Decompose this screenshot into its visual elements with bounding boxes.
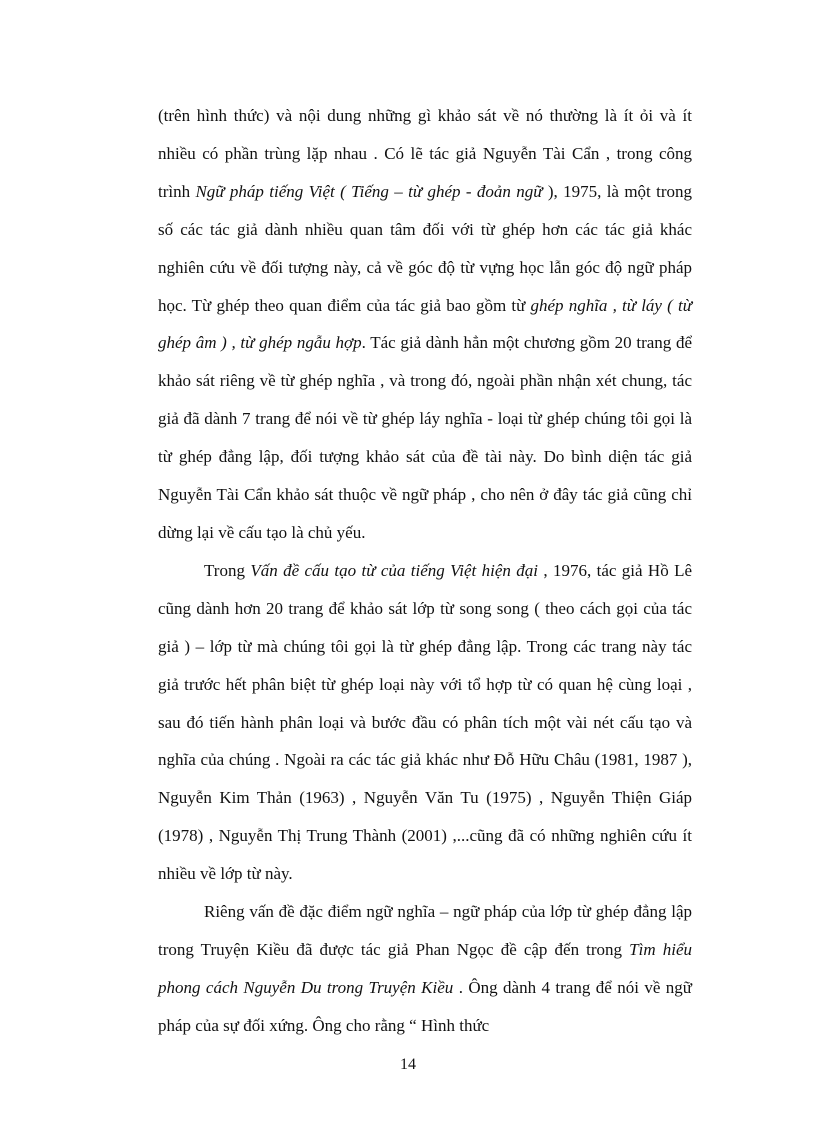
paragraph-text: Trong [204, 560, 251, 580]
italic-term-list: ghép nghĩa , từ láy ( từ ghép âm ) , từ ghép ngẫu hợp [158, 295, 692, 353]
paragraph-1 [158, 97, 692, 552]
paragraph-text: (trên hình thức) và nội dung những gì khảo sát về nó thường là ít ỏi và ít nhiều có phần trùng lặp nhau . Có lẽ tác giả Nguyễn Tài Cẩn , trong công trình [158, 106, 692, 201]
paragraph-text: . Ông dành 4 trang để nói về ngữ pháp của sự đối xứng. Ông cho rằng “ Hình thức [158, 977, 693, 1035]
paragraph-3 [158, 893, 692, 1045]
paragraph-text: . Tác giả dành hẳn một chương gồm 20 trang để khảo sát riêng về từ ghép nghĩa , và trong đó, ngoài phần nhận xét chung, tác giả đã dành 7 trang để nói về từ ghép láy nghĩa - loại từ ghép chúng tôi gọi là từ ghép đẳng lập, đối tượng khảo sát của đề tài này. Do bình diện tác giả Nguyễn Tài Cẩn khảo sát thuộc về ngữ pháp , cho nên ở đây tác giả cũng chỉ dừng lại về cấu tạo là chủ yếu. [158, 333, 692, 542]
italic-book-title: Ngữ pháp tiếng Việt ( Tiếng – từ ghép - đoản ngữ [195, 181, 548, 201]
paragraph-text: , 1976, tác giả Hồ Lê cũng dành hơn 20 trang để khảo sát lớp từ song song ( theo cách gọi của tác giả ) – lớp từ mà chúng tôi gọi là từ ghép đẳng lập. Trong các trang này tác giả trước hết phân biệt từ ghép loại này với tổ hợp từ có quan hệ cùng loại , sau đó tiến hành phân loại và bước đầu có phân tích một vài nét cấu tạo và nghĩa của chúng . Ngoài ra các tác giả khác như Đỗ Hữu Châu (1981, 1987 ), Nguyễn Kim Thản (1963) , Nguyễn Văn Tu (1975) , Nguyễn Thiện Giáp (1978) , Nguyễn Thị Trung Thành (2001) ,...cũng đã có những nghiên cứu ít nhiều về lớp từ này. [158, 560, 693, 884]
page-number: 14 [400, 1056, 416, 1073]
paragraph-2 [158, 552, 692, 893]
document-page [158, 97, 692, 1045]
paragraph-text: Riêng vấn đề đặc điểm ngữ nghĩa – ngữ pháp của lớp từ ghép đẳng lập trong Truyện Kiều đã được tác giả Phan Ngọc đề cập đến trong [158, 902, 692, 959]
italic-book-title: Vấn đề cấu tạo từ của tiếng Việt hiện đại [250, 560, 538, 580]
paragraph-text: ), 1975, là một trong số các tác giả dành nhiều quan tâm đối với từ ghép hơn các tác giả khác nghiên cứu về đối tượng này, cả về góc độ từ vựng học lẫn góc độ ngữ pháp học. Từ ghép theo quan điểm của tác giả bao gồm từ [158, 181, 693, 315]
italic-book-title: Tìm hiểu phong cách Nguyễn Du trong Truyện Kiều [158, 939, 692, 997]
